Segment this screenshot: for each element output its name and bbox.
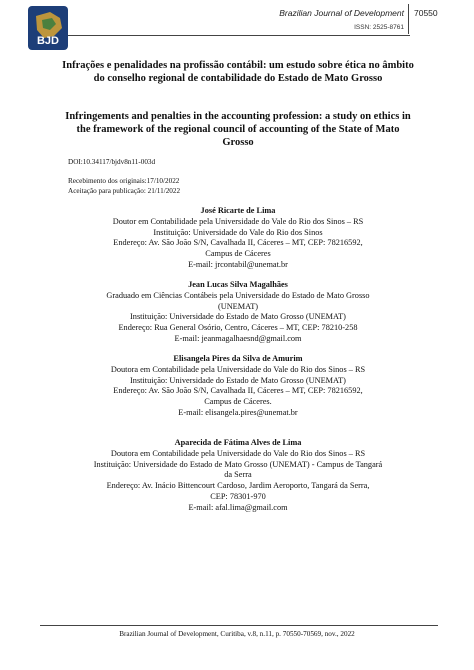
header-rule (68, 35, 410, 36)
author-name: Aparecida de Fátima Alves de Lima (174, 438, 302, 447)
author-name: José Ricarte de Lima (200, 206, 276, 215)
author-line: Endereço: Rua General Osório, Centro, Cáceres – MT, CEP: 78210-258 (118, 323, 358, 333)
author-block (60, 206, 416, 271)
author-line: CEP: 78301-970 (210, 491, 266, 501)
author-email: E-mail: jeanmagalhaesnd@gmail.com (174, 333, 302, 343)
author-block (60, 354, 416, 419)
submission-dates (68, 176, 180, 196)
logo-text: BJD (36, 35, 59, 47)
author-email: E-mail: afal.lima@gmail.com (188, 502, 288, 512)
accepted-date: Aceitação para publicação: 21/11/2022 (68, 187, 181, 195)
received-date: Recebimento dos originais:17/10/2022 (68, 177, 180, 185)
author-line: Endereço: Av. Inácio Bittencourt Cardoso, Jardim Aeroporto, Tangará da Serra, (106, 481, 370, 491)
author-name: Jean Lucas Silva Magalhães (188, 280, 288, 289)
doi: DOI:10.34117/bjdv8n11-003d (68, 158, 156, 166)
page-header (0, 0, 474, 60)
author-name: Elisangela Pires da Silva de Amurim (173, 354, 303, 363)
author-line: Endereço: Av. São João S/N, Cavalhada II, Cáceres – MT, CEP: 78216592, (113, 386, 363, 396)
author-email: E-mail: jrcontabil@unemat.br (188, 259, 288, 269)
author-line: Instituição: Universidade do Vale do Rio dos Sinos (153, 227, 323, 237)
author-line: Endereço: Av. São João S/N, Cavalhada II, Cáceres – MT, CEP: 78216592, (113, 238, 363, 248)
author-line: Instituição: Universidade do Estado de Mato Grosso (UNEMAT) - Campus de Tangará (93, 459, 383, 469)
author-line: Doutora em Contabilidade pela Universidade do Vale do Rio dos Sinos – RS (110, 448, 366, 458)
author-line: (UNEMAT) (217, 301, 259, 311)
author-line: Instituição: Universidade do Estado de Mato Grosso (UNEMAT) (130, 312, 346, 322)
issn: ISSN: 2525-8761 (354, 24, 404, 31)
journal-logo (28, 6, 68, 50)
page-footer: Brazilian Journal of Development, Curitiba, v.8, n.11, p. 70550-70569, nov., 2022 (119, 630, 355, 638)
title-english: Infringements and penalties in the accounting profession: a study on ethics in the framework of the regional council of accounting of the State of Mato Grosso (65, 111, 411, 148)
author-line: da Serra (224, 470, 252, 480)
title-portuguese: Infrações e penalidades na profissão contábil: um estudo sobre ética no âmbito do conselho regional de contabilidade do Estado de Mato Grosso (62, 60, 414, 84)
author-line: Graduado em Ciências Contábeis pela Universidade do Estado de Mato Grosso (106, 290, 370, 300)
author-line: Doutora em Contabilidade pela Universidade do Vale do Rio dos Sinos – RS (110, 364, 366, 374)
author-email: E-mail: elisangela.pires@unemat.br (178, 407, 298, 417)
footer-rule (40, 625, 438, 626)
author-line: Campus de Cáceres. (204, 397, 272, 407)
author-line: Doutor em Contabilidade pela Universidade do Vale do Rio dos Sinos – RS (112, 216, 364, 226)
page-number: 70550 (414, 8, 438, 18)
author-block (60, 280, 416, 345)
author-line: Campus de Cáceres (205, 249, 271, 259)
header-divider (408, 4, 409, 34)
author-block (60, 438, 416, 514)
author-line: Instituição: Universidade do Estado de Mato Grosso (UNEMAT) (130, 375, 346, 385)
journal-name: Brazilian Journal of Development (279, 8, 404, 18)
